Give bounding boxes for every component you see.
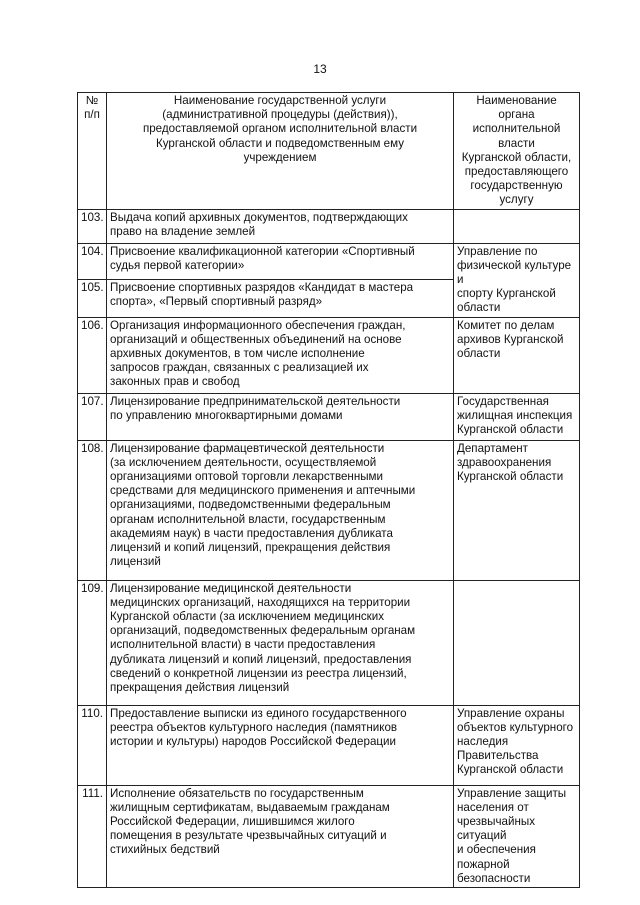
table-row bbox=[78, 317, 580, 393]
row-service: Присвоение квалификационной категории «Спортивный судья первой категории» bbox=[107, 243, 454, 279]
row-organ bbox=[454, 580, 580, 705]
row-service: Лицензирование предпринимательской деятельности по управлению многоквартирными домами bbox=[107, 393, 454, 440]
row-organ: Управление защиты населения от чрезвычайных ситуаций и обеспечения пожарной безопасности bbox=[454, 785, 580, 887]
table-row bbox=[78, 785, 580, 887]
header-number: № п/п bbox=[78, 93, 107, 210]
row-service: Лицензирование фармацевтической деятельности (за исключением деятельности, осуществляемой организациями оптовой торговли лекарственными средствами для медицинского применения и аптечными организациями, подведомственными федеральным органам исполнительной власти, государственным академиям наук) в части предоставления дубликата лицензий и копий лицензий, прекращения действия лицензий bbox=[107, 440, 454, 580]
table-row bbox=[78, 393, 580, 440]
services-table bbox=[77, 92, 580, 888]
row-number: 106. bbox=[78, 317, 107, 393]
table-row bbox=[78, 705, 580, 785]
row-organ: Государственная жилищная инспекция Курганской области bbox=[454, 393, 580, 440]
row-organ: Департамент здравоохранения Курганской области bbox=[454, 440, 580, 580]
table-row bbox=[78, 209, 580, 243]
header-service: Наименование государственной услуги (административной процедуры (действия)), предоставляемой органом исполнительной власти Курганской области и подведомственным ему учреждением bbox=[107, 93, 454, 210]
row-organ: Комитет по делам архивов Курганской области bbox=[454, 317, 580, 393]
row-service: Присвоение спортивных разрядов «Кандидат в мастера спорта», «Первый спортивный разряд» bbox=[107, 280, 454, 318]
row-service: Предоставление выписки из единого государственного реестра объектов культурного наследия (памятников истории и культуры) народов Российской Федерации bbox=[107, 705, 454, 785]
row-number: 109. bbox=[78, 580, 107, 705]
table-row bbox=[78, 440, 580, 580]
row-number: 111. bbox=[78, 785, 107, 887]
row-organ: Управление охраны объектов культурного наследия Правительства Курганской области bbox=[454, 705, 580, 785]
row-number: 110. bbox=[78, 705, 107, 785]
header-organ: Наименование органа исполнительной власти Курганской области, предоставляющего государственную услугу bbox=[454, 93, 580, 210]
row-service: Лицензирование медицинской деятельности медицинских организаций, находящихся на территории Курганской области (за исключением медицинских организаций, подведомственных федеральным органам исполнительной власти) в части предоставления дубликата лицензий и копий лицензий, предоставления сведений о конкретной лицензии из реестра лицензий, прекращения действия лицензий bbox=[107, 580, 454, 705]
row-organ: Управление по физической культуре и спорту Курганской области bbox=[454, 243, 580, 317]
row-number: 108. bbox=[78, 440, 107, 580]
row-service: Организация информационного обеспечения граждан, организаций и общественных объединений на основе архивных документов, в том числе исполнение запросов граждан, связанных с реализацией их законных прав и свобод bbox=[107, 317, 454, 393]
table-row bbox=[78, 243, 580, 279]
row-organ bbox=[454, 209, 580, 243]
table-header-row bbox=[78, 93, 580, 210]
row-number: 105. bbox=[78, 280, 107, 318]
row-service: Исполнение обязательств по государственным жилищным сертификатам, выдаваемым гражданам Российской Федерации, лишившимся жилого помещения в результате чрезвычайных ситуаций и стихийных бедствий bbox=[107, 785, 454, 887]
row-service: Выдача копий архивных документов, подтверждающих право на владение землей bbox=[107, 209, 454, 243]
table-row bbox=[78, 580, 580, 705]
row-number: 104. bbox=[78, 243, 107, 279]
row-number: 107. bbox=[78, 393, 107, 440]
page-number: 13 bbox=[313, 62, 327, 76]
row-number: 103. bbox=[78, 209, 107, 243]
